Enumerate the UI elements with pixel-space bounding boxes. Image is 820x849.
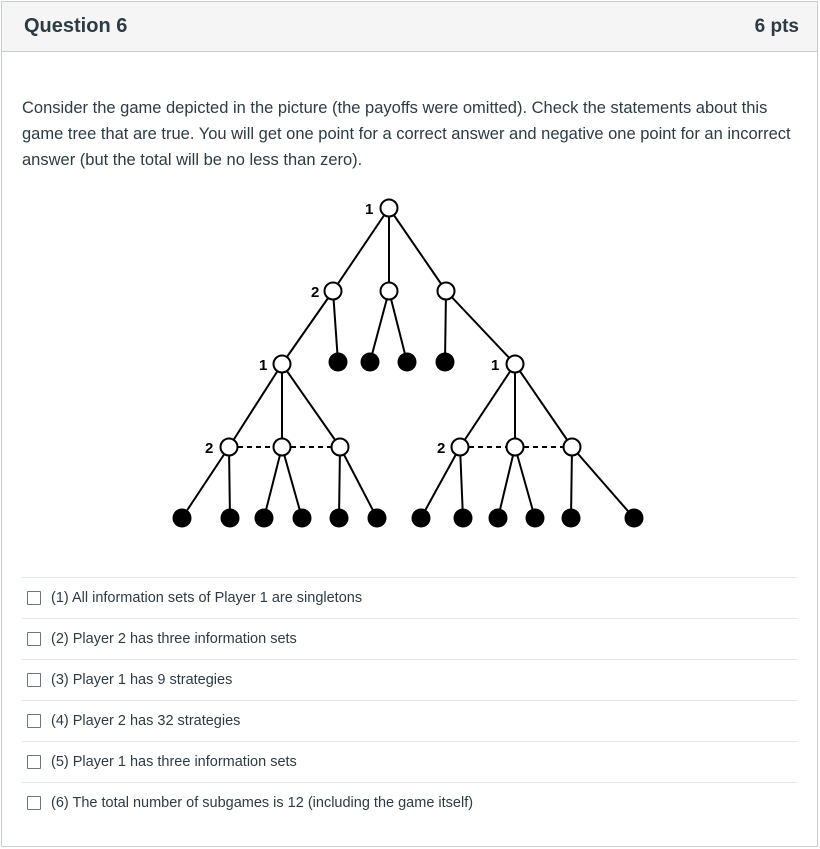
terminal-node xyxy=(329,353,348,372)
edge xyxy=(571,447,572,518)
player-label: 1 xyxy=(259,357,268,374)
terminal-node xyxy=(436,353,455,372)
edge xyxy=(282,447,302,518)
decision-nodes xyxy=(221,200,581,456)
answer-label: (5) Player 1 has three information sets xyxy=(51,754,297,770)
decision-node xyxy=(452,439,469,456)
answer-checkbox[interactable] xyxy=(27,755,41,769)
terminal-node xyxy=(255,509,274,528)
answer-label: (2) Player 2 has three information sets xyxy=(51,631,297,647)
edge xyxy=(572,447,634,518)
decision-node xyxy=(507,356,524,373)
edge xyxy=(460,447,463,518)
answer-label: (4) Player 2 has 32 strategies xyxy=(51,713,241,729)
edge xyxy=(460,364,515,447)
edge xyxy=(421,447,460,518)
decision-node xyxy=(507,439,524,456)
answer-option[interactable] xyxy=(22,741,797,782)
edge xyxy=(282,364,340,447)
terminal-node xyxy=(562,509,581,528)
answer-option[interactable] xyxy=(22,659,797,700)
decision-node xyxy=(274,439,291,456)
decision-node xyxy=(564,439,581,456)
question-title: Question 6 xyxy=(24,15,128,37)
edge xyxy=(229,447,230,518)
terminal-node xyxy=(293,509,312,528)
answer-checkbox[interactable] xyxy=(27,591,41,605)
answer-option[interactable] xyxy=(22,700,797,741)
decision-node xyxy=(332,439,349,456)
player-label: 2 xyxy=(205,440,214,457)
answer-option[interactable] xyxy=(22,577,797,618)
terminal-node xyxy=(454,509,473,528)
answer-checkbox[interactable] xyxy=(27,673,41,687)
player-labels xyxy=(205,201,499,457)
answer-option[interactable] xyxy=(22,782,797,823)
terminal-node xyxy=(221,509,240,528)
decision-node xyxy=(274,356,291,373)
decision-node xyxy=(381,283,398,300)
decision-node xyxy=(221,439,238,456)
edge xyxy=(182,447,229,518)
edge xyxy=(229,364,282,447)
decision-node xyxy=(325,283,342,300)
decision-node xyxy=(381,200,398,217)
edge xyxy=(333,291,338,362)
player-label: 1 xyxy=(365,201,374,218)
decision-node xyxy=(438,283,455,300)
edge xyxy=(264,447,282,518)
terminal-node xyxy=(625,509,644,528)
answer-label: (1) All information sets of Player 1 are singletons xyxy=(51,590,363,606)
terminal-node xyxy=(361,353,380,372)
edge xyxy=(515,447,535,518)
edge xyxy=(333,208,389,291)
answer-checkbox[interactable] xyxy=(27,632,41,646)
edge xyxy=(498,447,515,518)
edge xyxy=(389,291,407,362)
edge xyxy=(282,291,333,364)
edge xyxy=(445,291,446,362)
terminal-node xyxy=(398,353,417,372)
edge xyxy=(370,291,389,362)
edge xyxy=(340,447,377,518)
terminal-node xyxy=(368,509,387,528)
edge xyxy=(339,447,340,518)
terminal-node xyxy=(526,509,545,528)
question-prompt: Consider the game depicted in the picture (the payoffs were omitted). Check the statements about this game tree that are true. You will get one point for a correct answer and negative one point for an incorrect answer (but the total will be no less than zero). xyxy=(22,99,791,169)
player-label: 1 xyxy=(491,357,500,374)
answer-checkbox[interactable] xyxy=(27,796,41,810)
terminal-node xyxy=(412,509,431,528)
answer-label: (6) The total number of subgames is 12 (including the game itself) xyxy=(51,795,474,811)
player-label: 2 xyxy=(311,284,320,301)
terminal-node xyxy=(173,509,192,528)
terminal-node xyxy=(489,509,508,528)
answer-checkbox[interactable] xyxy=(27,714,41,728)
edge xyxy=(389,208,446,291)
edge xyxy=(446,291,515,364)
answer-option[interactable] xyxy=(22,618,797,659)
player-label: 2 xyxy=(437,440,446,457)
question-points: 6 pts xyxy=(754,16,799,37)
answer-label: (3) Player 1 has 9 strategies xyxy=(51,672,233,688)
answer-list xyxy=(22,577,797,823)
edge xyxy=(515,364,572,447)
terminal-node xyxy=(330,509,349,528)
